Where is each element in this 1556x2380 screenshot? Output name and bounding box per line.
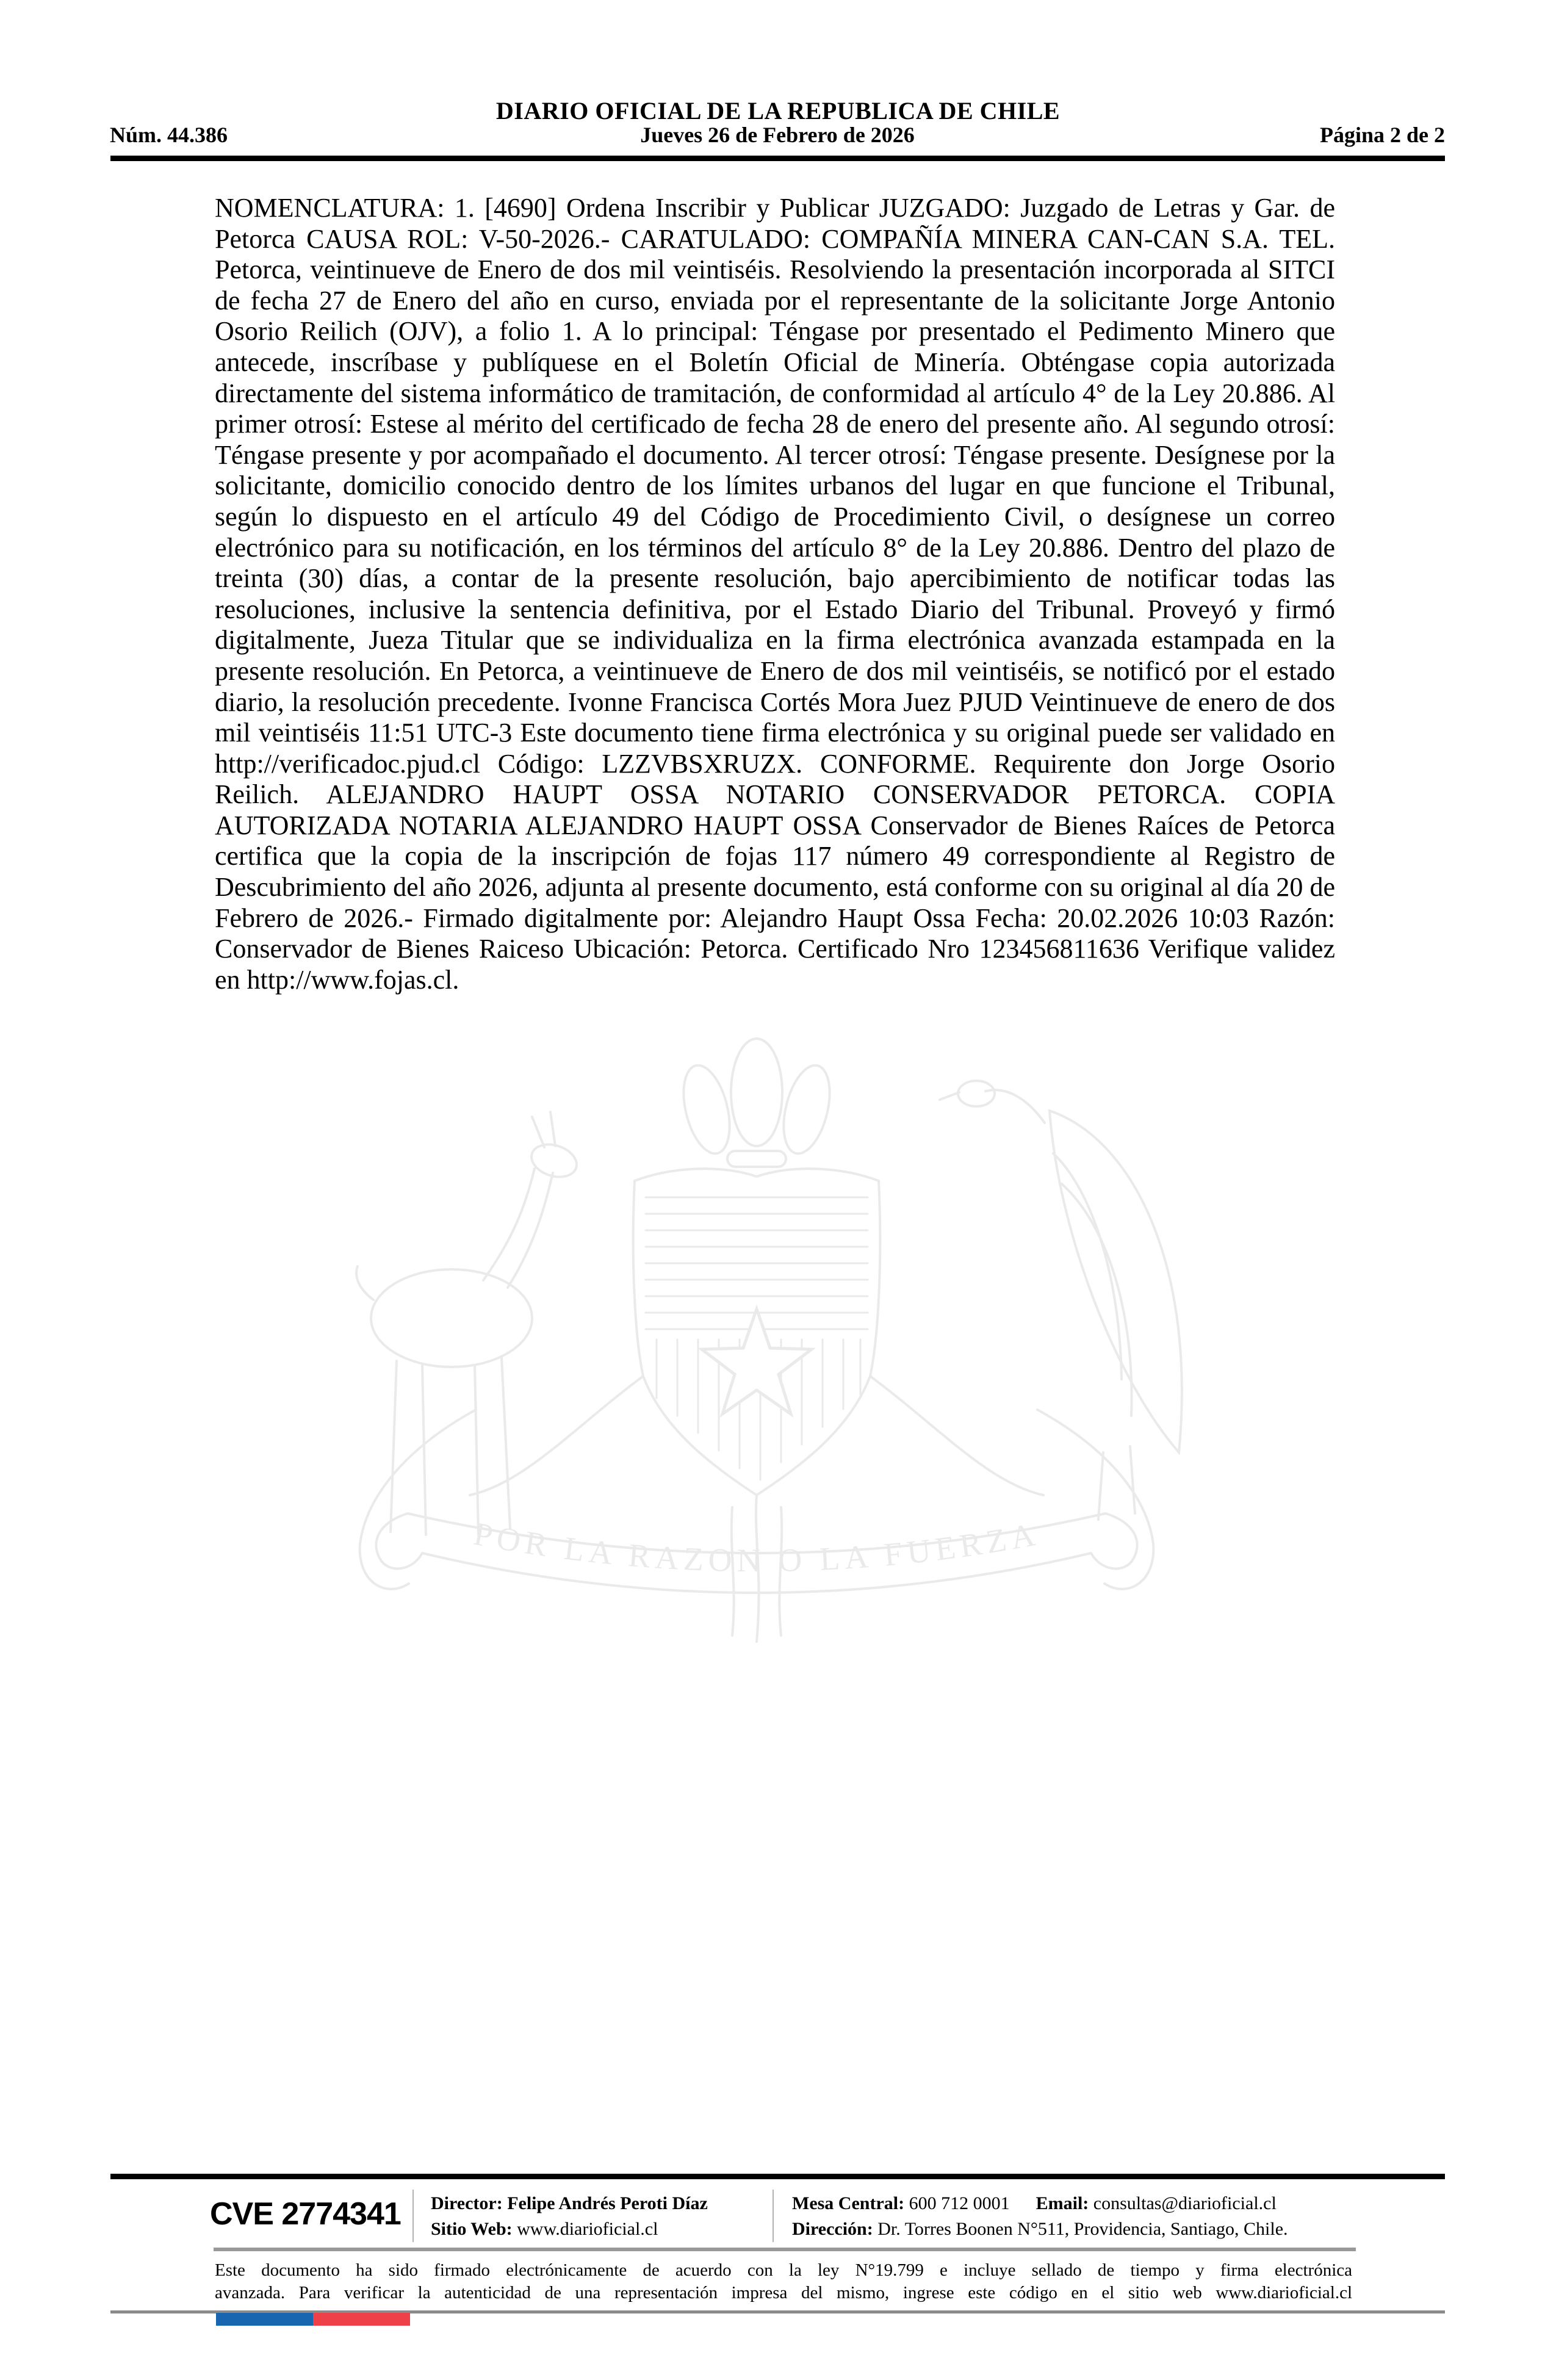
- header-row: [110, 122, 1445, 150]
- gobierno-flag-blue: [216, 2313, 313, 2326]
- masthead-title: DIARIO OFICIAL DE LA REPUBLICA DE CHILE: [495, 97, 1061, 124]
- issue-number: Núm. 44.386: [110, 123, 228, 147]
- disclaimer-line: avanzada. Para verificar la autenticidad de una representación impresa del mismo, ingrese este código en el sitio web www.diarioficial.cl: [215, 2283, 1352, 2302]
- footer-contact-column: [792, 2191, 1288, 2242]
- address-line: [792, 2216, 1288, 2242]
- page-indicator: Página 2 de 2: [1319, 123, 1445, 147]
- footer-divider: [412, 2190, 414, 2242]
- footer-director-column: [431, 2191, 708, 2242]
- director-label: Director:: [431, 2193, 503, 2213]
- edition-date: Jueves 26 de Febrero de 2026: [640, 123, 915, 147]
- chile-coat-of-arms-watermark: [268, 1031, 1245, 1678]
- plume-icon: [731, 1039, 782, 1146]
- phone-label: Mesa Central:: [792, 2193, 905, 2213]
- phone-value: 600 712 0001: [909, 2193, 1010, 2213]
- footer-rule: [110, 2174, 1445, 2179]
- gobierno-flag-red: [313, 2313, 410, 2326]
- website-label: Sitio Web:: [431, 2219, 513, 2239]
- motto-text: POR LA RAZON O LA FUERZA: [470, 1515, 1043, 1579]
- cve-code: CVE 2774341: [210, 2196, 401, 2232]
- condor-icon: [940, 1081, 1182, 1520]
- director-value: Felipe Andrés Peroti Díaz: [507, 2193, 708, 2213]
- footer-separator-rule: [214, 2248, 1356, 2251]
- legal-disclaimer: [215, 2259, 1352, 2304]
- director-line: [431, 2191, 708, 2216]
- phone-email-line: [792, 2191, 1288, 2216]
- address-label: Dirección:: [792, 2219, 873, 2239]
- email-label: Email:: [1036, 2193, 1089, 2213]
- notice-paragraph: NOMENCLATURA: 1. [4690] Ordena Inscribir y Publicar JUZGADO: Juzgado de Letras y Gar. de Petorca CAUSA ROL: V-50-2026.- CARATULADO: COMPAÑÍA MINERA CAN-CAN S.A. TEL. Petorca, veintinueve de Enero de dos mil veintiséis. Resolviendo la presentación incorporada al SITCI de fecha 27 de Enero del año en curso, enviada por el representante de la solicitante Jorge Antonio Osorio Reilich (OJV), a folio 1. A lo principal: Téngase por presentado el Pedimento Minero que antecede, inscríbase y publíquese en el Boletín Oficial de Minería. Obténgase copia autorizada directamente del sistema informático de tramitación, de conformidad al artículo 4° de la Ley 20.886. Al primer otrosí: Estese al mérito del certificado de fecha 28 de enero del presente año. Al segundo otrosí: Téngase presente y por acompañado el documento. Al tercer otrosí: Téngase presente. Desígnese por la solicitante, domicilio conocido dentro de los límites urbanos del lugar en que funcione el Tribunal, según lo dispuesto en el artículo 49 del Código de Procedimiento Civil, o desígnese un correo electrónico para su notificación, en los términos del artículo 8° de la Ley 20.886. Dentro del plazo de treinta (30) días, a contar de la presente resolución, bajo apercibimiento de notificar todas las resoluciones, inclusive la sentencia definitiva, por el Estado Diario del Tribunal. Proveyó y firmó digitalmente, Jueza Titular que se individualiza en la firma electrónica avanzada estampada en la presente resolución. En Petorca, a veintinueve de Enero de dos mil veintiséis, se notificó por el estado diario, la resolución precedente. Ivonne Francisca Cortés Mora Juez PJUD Veintinueve de enero de dos mil veintiséis 11:51 UTC-3 Este documento tiene firma electrónica y su original puede ser validado en http://verificadoc.pjud.cl Código: LZZVBSXRUZX. CONFORME. Requirente don Jorge Osorio Reilich. ALEJANDRO HAUPT OSSA NOTARIO CONSERVADOR PETORCA. COPIA AUTORIZADA NOTARIA ALEJANDRO HAUPT OSSA Conservador de Bienes Raíces de Petorca certifica que la copia de la inscripción de fojas 117 número 49 correspondiente al Registro de Descubrimiento del año 2026, adjunta al presente documento, está conforme con su original al día 20 de Febrero de 2026.- Firmado digitalmente por: Alejandro Haupt Ossa Fecha: 20.02.2026 10:03 Razón: Conservador de Bienes Raiceso Ubicación: Petorca. Certificado Nro 123456811636 Verifique validez en http://www.fojas.cl.: [215, 193, 1335, 995]
- footer-divider: [773, 2190, 774, 2242]
- header-rule: [110, 156, 1445, 161]
- disclaimer-line: Este documento ha sido firmado electrónicamente de acuerdo con la ley N°19.799 e incluye sellado de tiempo y firma electrónica: [215, 2260, 1352, 2280]
- huemul-icon: [356, 1112, 581, 1535]
- email-value: consultas@diarioficial.cl: [1093, 2193, 1277, 2213]
- website-value: www.diarioficial.cl: [517, 2219, 658, 2239]
- address-value: Dr. Torres Boonen N°511, Providencia, Santiago, Chile.: [877, 2219, 1288, 2239]
- website-line: [431, 2216, 708, 2242]
